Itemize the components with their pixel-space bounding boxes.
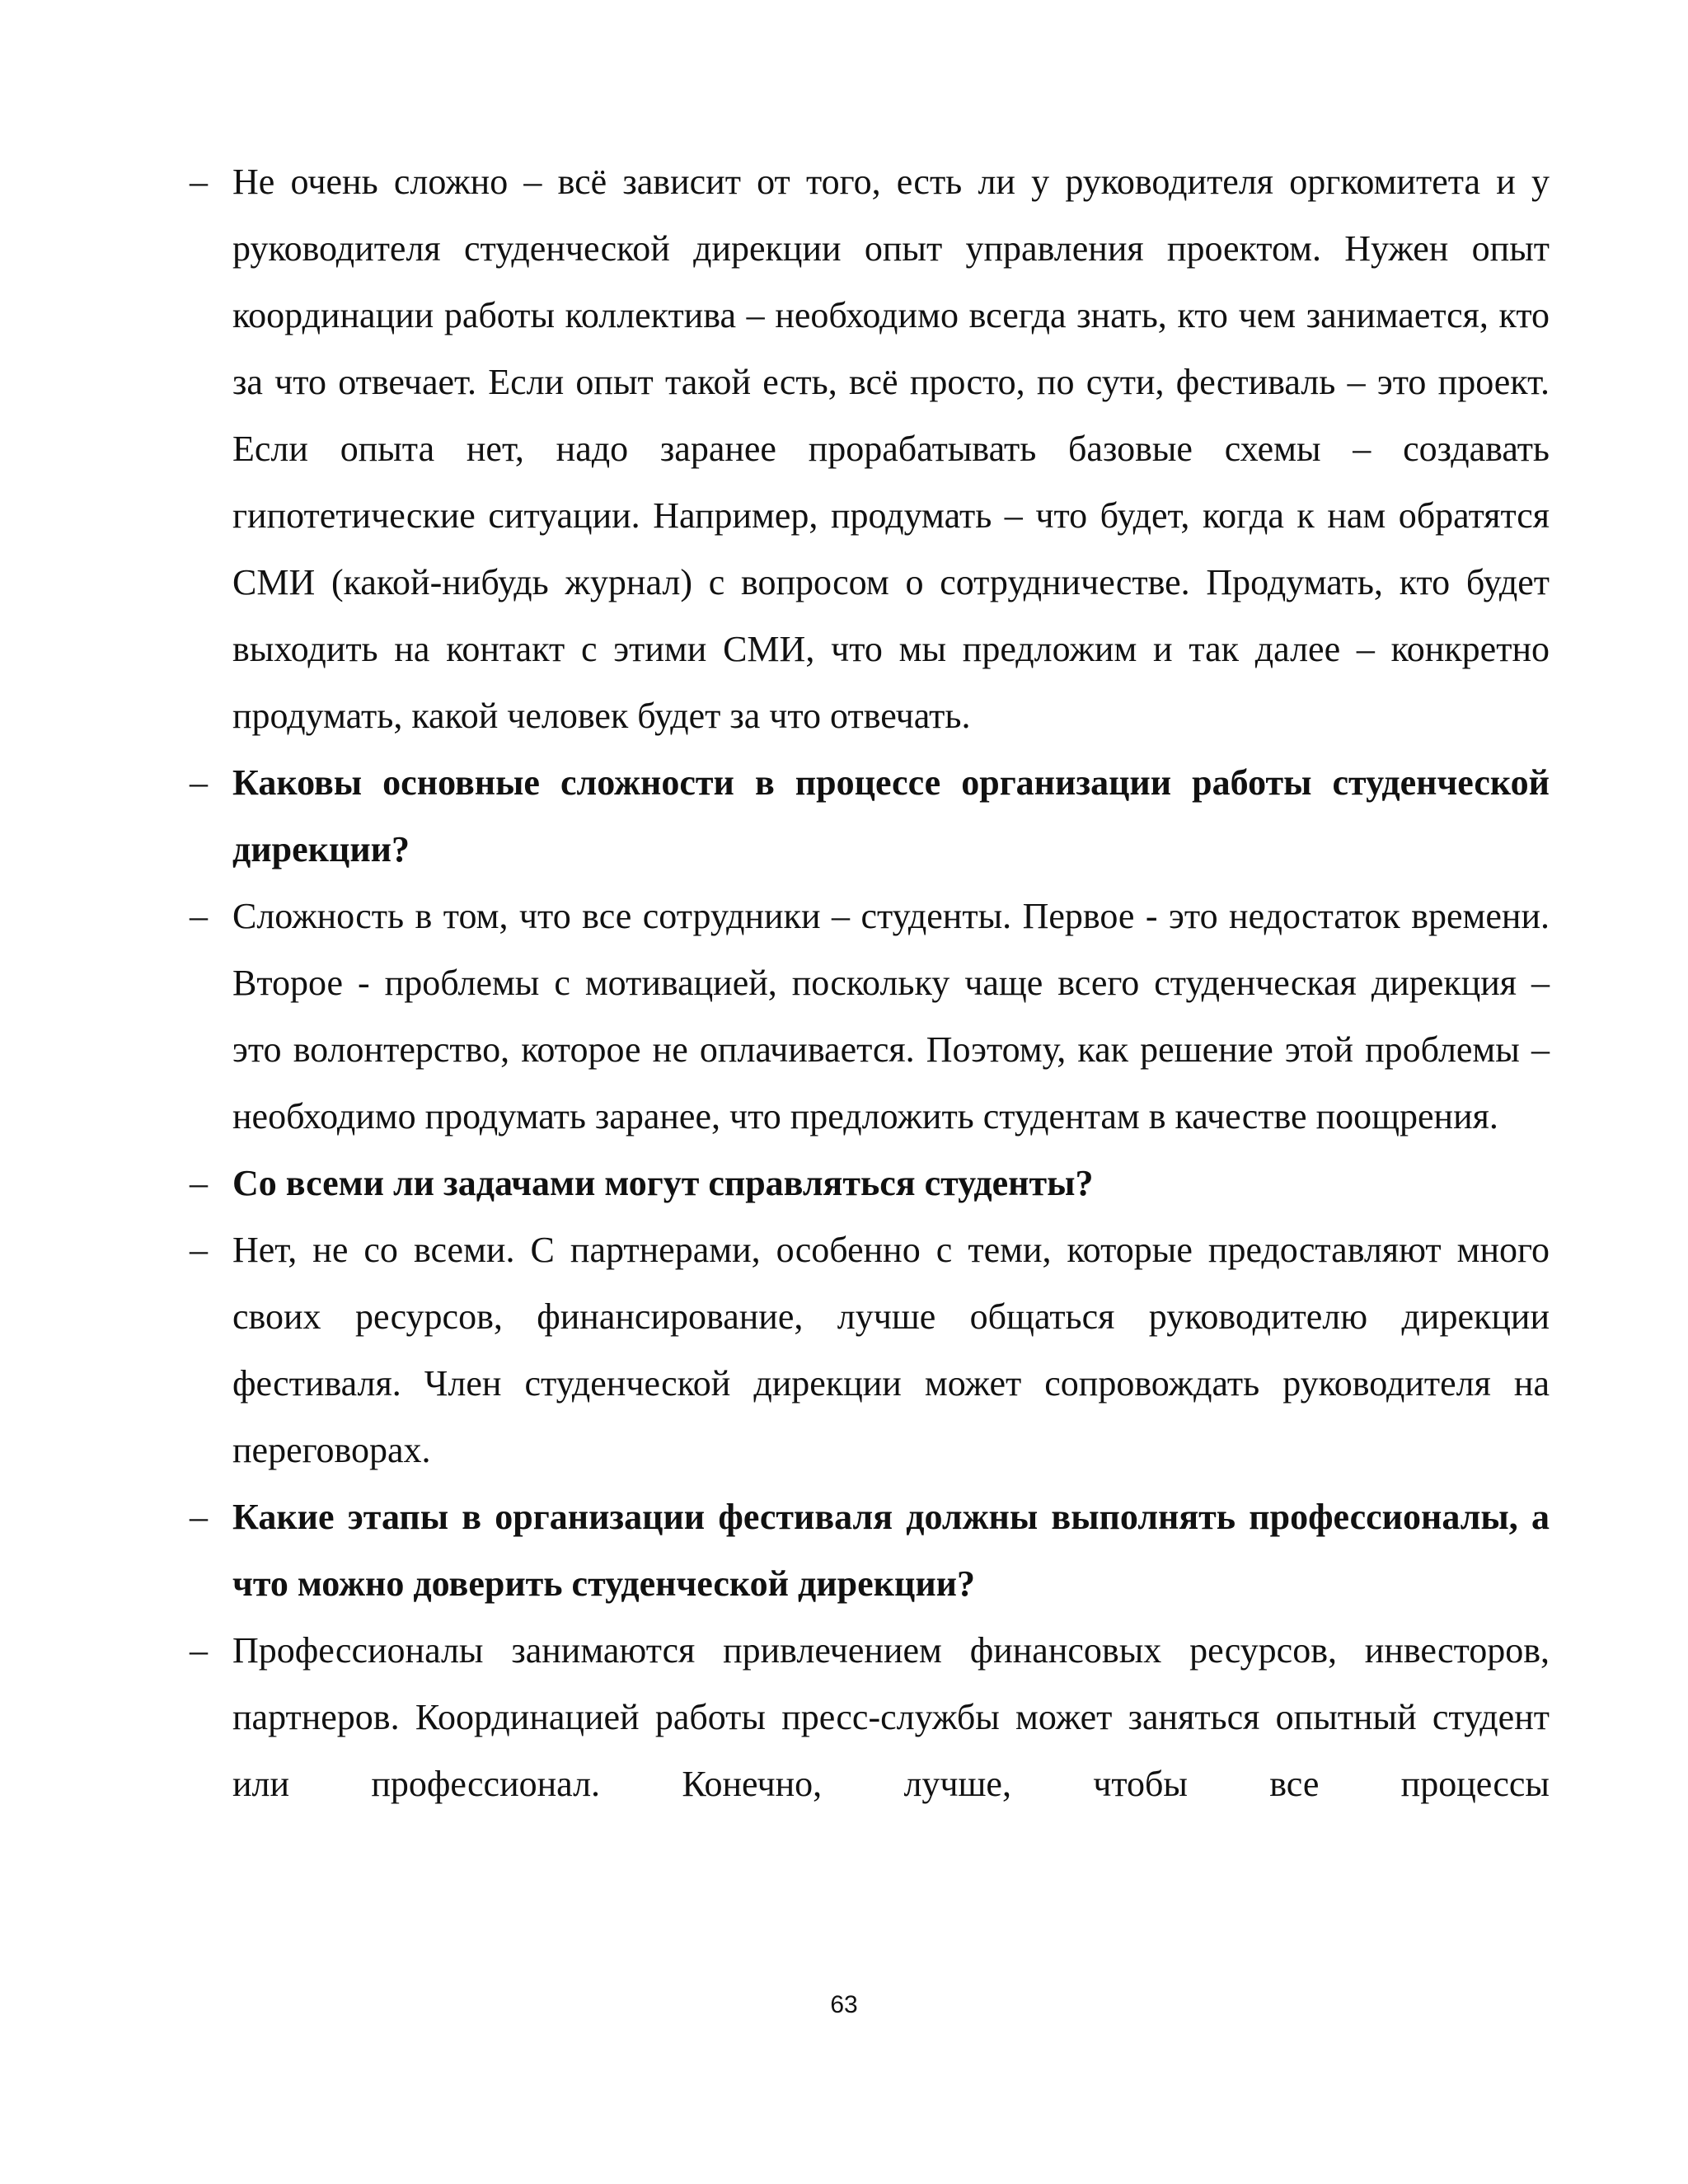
question-paragraph [190, 1483, 1550, 1617]
question-paragraph [190, 1150, 1550, 1216]
list-dash: – [190, 762, 208, 803]
list-dash: – [190, 1497, 208, 1537]
paragraph-text: Со всеми ли задачами могут справляться студенты? [232, 1163, 1094, 1203]
answer-paragraph [190, 1617, 1550, 1817]
question-paragraph [190, 749, 1550, 883]
paragraph-text: Какие этапы в организации фестиваля должны выполнять профессионалы, а что можно доверить студенческой дирекции? [232, 1497, 1550, 1604]
paragraph-text: Каковы основные сложности в процессе организации работы студенческой дирекции? [232, 762, 1550, 869]
paragraph-text: Сложность в том, что все сотрудники – студенты. Первое - это недостаток времени. Второе - проблемы с мотивацией, поскольку чаще всего студенческая дирекция – это волонтерство, которое не оплачивается. Поэтому, как решение этой проблемы – необходимо продумать заранее, что предложить студентам в качестве поощрения. [232, 896, 1550, 1137]
answer-paragraph [190, 148, 1550, 749]
answer-paragraph [190, 1216, 1550, 1483]
paragraph-text: Нет, не со всеми. С партнерами, особенно с теми, которые предоставляют много своих ресурсов, финансирование, лучше общаться руководителю дирекции фестиваля. Член студенческой дирекции может сопровождать руководителя на переговорах. [232, 1230, 1550, 1470]
page-number: 63 [830, 1991, 858, 2018]
list-dash: – [190, 1163, 208, 1203]
interview-text [190, 148, 1550, 1817]
list-dash: – [190, 162, 208, 202]
list-dash: – [190, 896, 208, 936]
answer-paragraph [190, 883, 1550, 1150]
list-dash: – [190, 1630, 208, 1671]
paragraph-text: Профессионалы занимаются привлечением финансовых ресурсов, инвесторов, партнеров. Координацией работы пресс-службы может заняться опытный студент или профессионал. Конечно, лучше, чтобы все процессы [232, 1630, 1550, 1804]
list-dash: – [190, 1230, 208, 1270]
paragraph-text: Не очень сложно – всё зависит от того, есть ли у руководителя оргкомитета и у руководителя студенческой дирекции опыт управления проектом. Нужен опыт координации работы коллектива – необходимо всегда знать, кто чем занимается, кто за что отвечает. Если опыт такой есть, всё просто, по сути, фестиваль – это проект. Если опыта нет, надо заранее прорабатывать базовые схемы – создавать гипотетические ситуации. Например, продумать – что будет, когда к нам обратятся СМИ (какой-нибудь журнал) с вопросом о сотрудничестве. Продумать, кто будет выходить на контакт с этими СМИ, что мы предложим и так далее – конкретно продумать, какой человек будет за что отвечать. [232, 162, 1550, 736]
